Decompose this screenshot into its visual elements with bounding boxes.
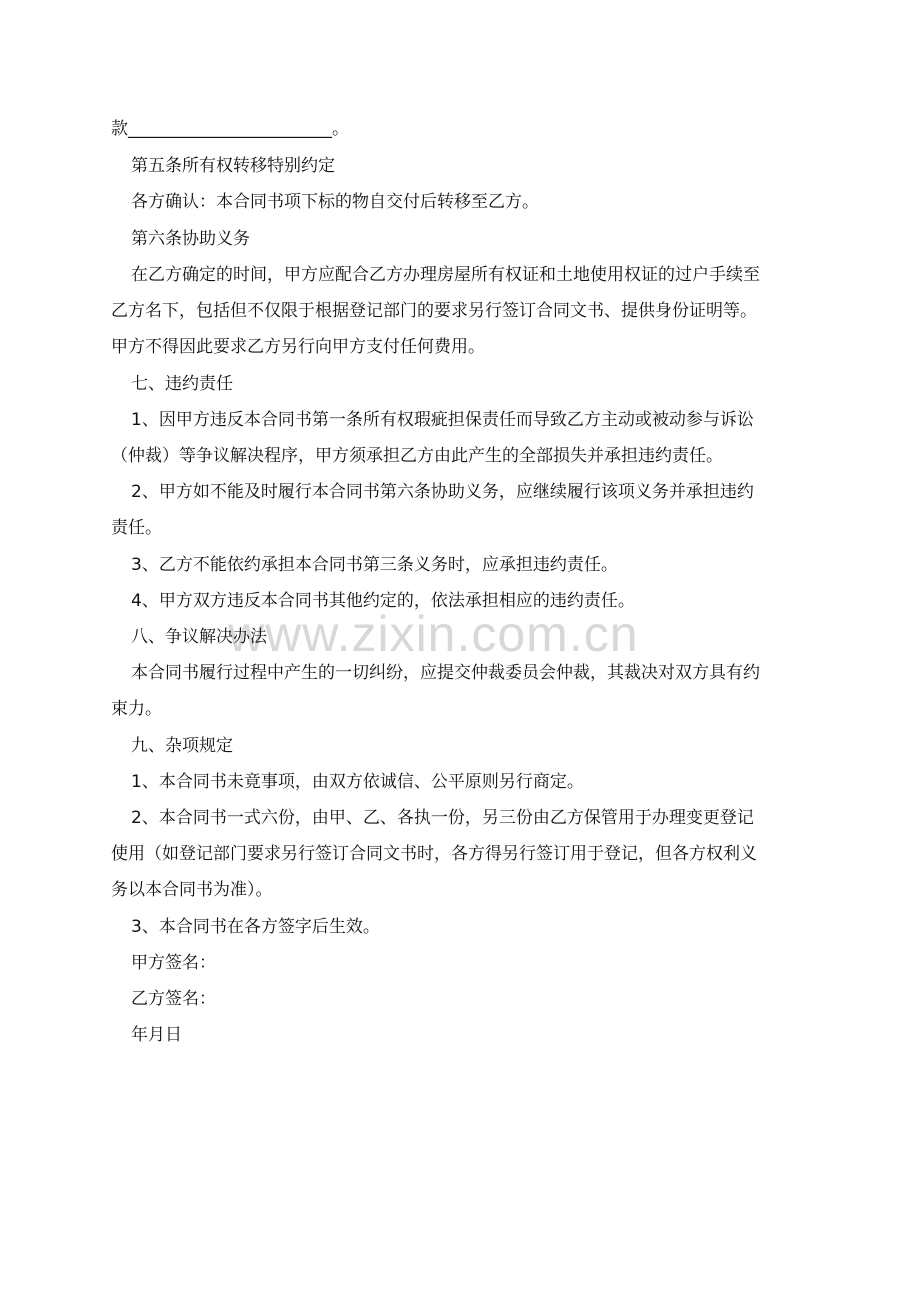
- payment-line: 款________________________。: [111, 119, 349, 139]
- paragraph-line: 2、本合同书一式六份，由甲、乙、各执一份，另三份由乙方保管用于办理变更登记: [131, 808, 754, 828]
- paragraph-line: 本合同书履行过程中产生的一切纠纷，应提交仲裁委员会仲裁，其裁决对双方具有约: [131, 663, 760, 683]
- paragraph-line: 3、乙方不能依约承担本合同书第三条义务时，应承担违约责任。: [131, 555, 618, 575]
- paragraph-line: 1、因甲方违反本合同书第一条所有权瑕疵担保责任而导致乙方主动或被动参与诉讼: [131, 410, 754, 430]
- paragraph-line: 束力。: [111, 699, 162, 719]
- paragraph-line: 3、本合同书在各方签字后生效。: [131, 917, 380, 937]
- paragraph-line: 责任。: [111, 518, 162, 538]
- heading-article-5: 第五条所有权转移特别约定: [131, 156, 335, 176]
- paragraph-line: 各方确认：本合同书项下标的物自交付后转移至乙方。: [131, 192, 539, 212]
- paragraph-line: 乙方名下，包括但不仅限于根据登记部门的要求另行签订合同文书、提供身份证明等。: [111, 301, 757, 321]
- heading-section-7: 七、违约责任: [131, 374, 233, 394]
- paragraph-line: 4、甲方双方违反本合同书其他约定的，依法承担相应的违约责任。: [131, 591, 635, 611]
- paragraph-line: （仲裁）等争议解决程序，甲方须承担乙方由此产生的全部损失并承担违约责任。: [111, 446, 723, 466]
- date-label: 年月日: [131, 1025, 182, 1045]
- party-b-signature-label: 乙方签名：: [131, 989, 216, 1009]
- heading-section-9: 九、杂项规定: [131, 736, 233, 756]
- watermark: www.zixin.com.cn: [228, 606, 639, 662]
- paragraph-line: 在乙方确定的时间，甲方应配合乙方办理房屋所有权证和土地使用权证的过户手续至: [131, 265, 760, 285]
- paragraph-line: 1、本合同书未竟事项，由双方依诚信、公平原则另行商定。: [131, 772, 584, 792]
- paragraph-line: 使用（如登记部门要求另行签订合同文书时，各方得另行签订用于登记，但各方权利义: [111, 844, 757, 864]
- paragraph-line: 务以本合同书为准）。: [111, 880, 273, 900]
- paragraph-line: 2、甲方如不能及时履行本合同书第六条协助义务，应继续履行该项义务并承担违约: [131, 482, 754, 502]
- heading-article-6: 第六条协助义务: [131, 229, 250, 249]
- paragraph-line: 甲方不得因此要求乙方另行向甲方支付任何费用。: [111, 337, 485, 357]
- party-a-signature-label: 甲方签名：: [131, 953, 216, 973]
- heading-section-8: 八、争议解决办法: [131, 627, 267, 647]
